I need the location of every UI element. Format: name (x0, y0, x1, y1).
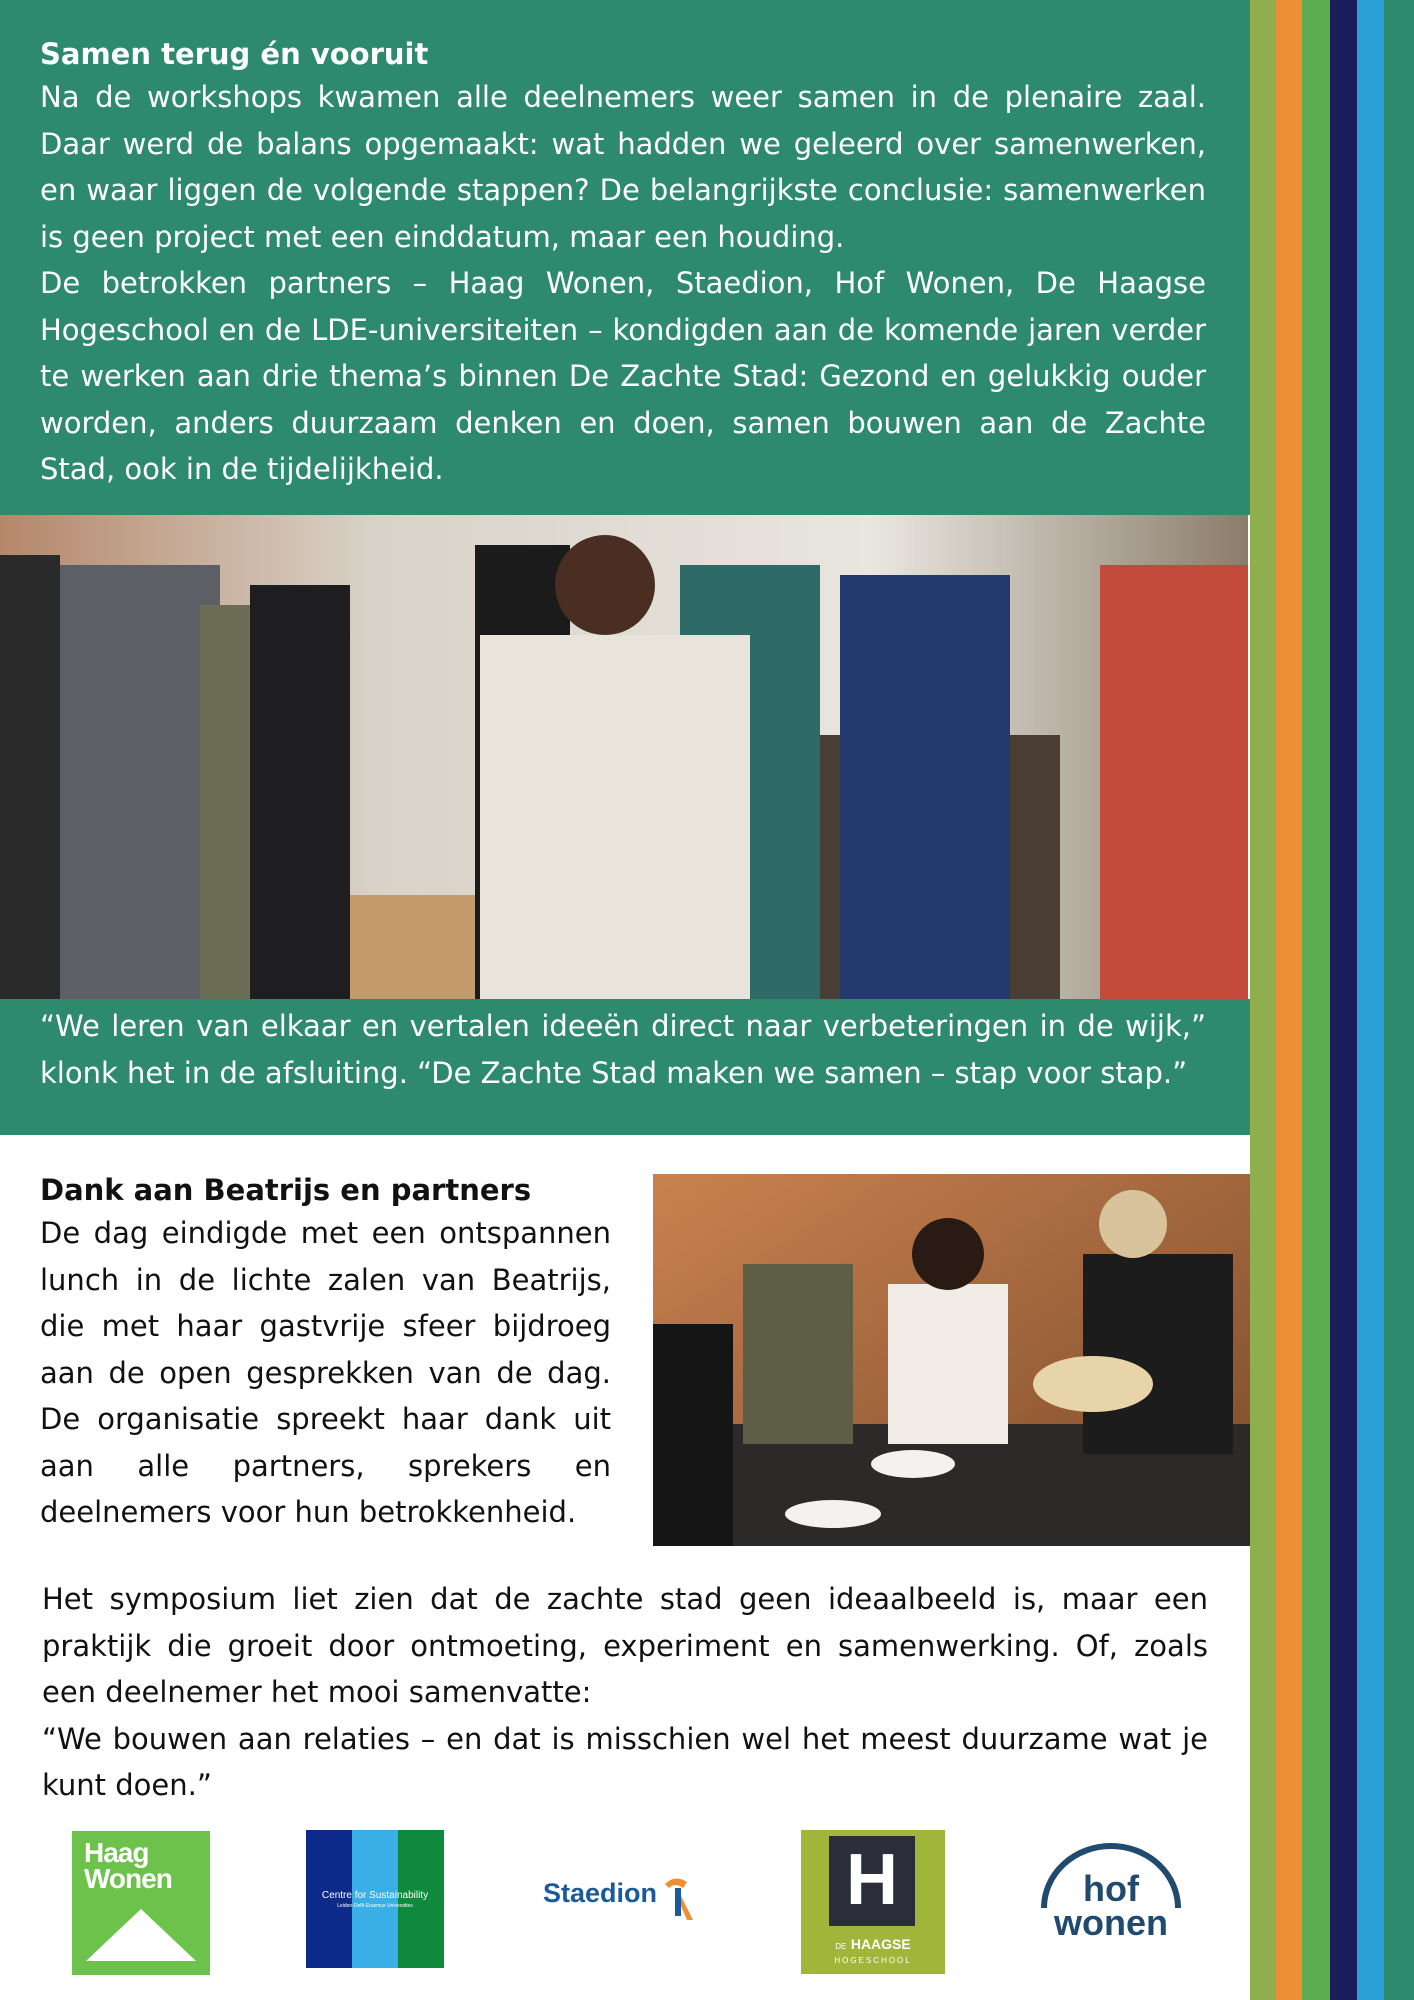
paragraph: De betrokken partners – Haag Wonen, Staedion, Hof Wonen, De Haagse Hogeschool en de LDE-universiteiten – kondigden aan de komende jaren verder te werken aan drie thema’s binnen De Zachte Stad: Gezond en gelukkig ouder worden, anders duurzaam denken en doen, samen bouwen aan de Zachte Stad, ook in de tijdelijkheid. (40, 266, 1206, 486)
lunch-photo (653, 1174, 1250, 1546)
paragraph: De dag eindigde met een ontspannen lunch in de lichte zalen van Beatrijs, die met haar gastvrije sfeer bijdroeg aan de open gesprekken van de dag. De organisatie spreekt haar dank uit aan alle partners, sprekers en deelnemers voor hun betrokkenheid. (40, 1216, 611, 1529)
cfs-logo (306, 1830, 444, 1968)
logo-text: Haag (84, 1837, 149, 1868)
section-heading: Samen terug én vooruit (40, 37, 429, 71)
stripe-teal (1384, 0, 1414, 2000)
group-photo (0, 515, 1248, 999)
logo-text: H (846, 1840, 898, 1920)
logo-text: HAAGSE (850, 1936, 911, 1952)
section-heading: Dank aan Beatrijs en partners (40, 1173, 532, 1207)
stripe-blue (1357, 0, 1384, 2000)
stripe-orange (1276, 0, 1302, 2000)
logo-text: Staedion (543, 1878, 658, 1908)
haagse-hogeschool-logo (801, 1830, 945, 1974)
logo-text: wonen (1054, 1902, 1168, 1943)
logo-text: Centre for Sustainability (321, 1890, 429, 1901)
stripe-green (1302, 0, 1330, 2000)
staedion-logo (543, 1878, 703, 1938)
haag-wonen-logo (72, 1831, 210, 1975)
thanks-section (40, 1170, 611, 1536)
paragraph: Het symposium liet zien dat de zachte stad geen ideaalbeeld is, maar een praktijk die groeit door ontmoeting, experiment en samenwerking. Of, zoals een deelnemer het mooi samenvatte: (42, 1582, 1208, 1709)
intro-section (0, 0, 1250, 515)
partner-logos (0, 1828, 1250, 1978)
stripe-olive (1250, 0, 1276, 2000)
paragraph: Na de workshops kwamen alle deelnemers weer samen in de plenaire zaal. Daar werd de balans opgemaakt: wat hadden we geleerd over samenwerken, en waar liggen de volgende stappen? De belangrijkste conclusie: samenwerken is geen project met een einddatum, maar een houding. (40, 80, 1206, 254)
stripe-navy (1330, 0, 1357, 2000)
logo-text: HOGESCHOOL (834, 1956, 912, 1965)
decorative-stripes (1250, 0, 1414, 2000)
conclusion-section (42, 1576, 1208, 1809)
closing-quote: “We leren van elkaar en vertalen ideeën direct naar verbeteringen in de wijk,” klonk het in de afsluiting. “De Zachte Stad maken we samen – stap voor stap.” (40, 1009, 1206, 1090)
logo-text: Wonen (84, 1863, 172, 1894)
logo-text: DE (835, 1942, 847, 1951)
logo-text: hof (1083, 1868, 1139, 1909)
logo-text: Leiden-Delft-Erasmus Universities (337, 1903, 413, 1909)
closing-quote-section (0, 999, 1250, 1135)
hof-wonen-logo (1036, 1838, 1186, 1958)
closing-quote: “We bouwen aan relaties – en dat is misschien wel het meest duurzame wat je kunt doen.” (42, 1721, 1208, 1802)
